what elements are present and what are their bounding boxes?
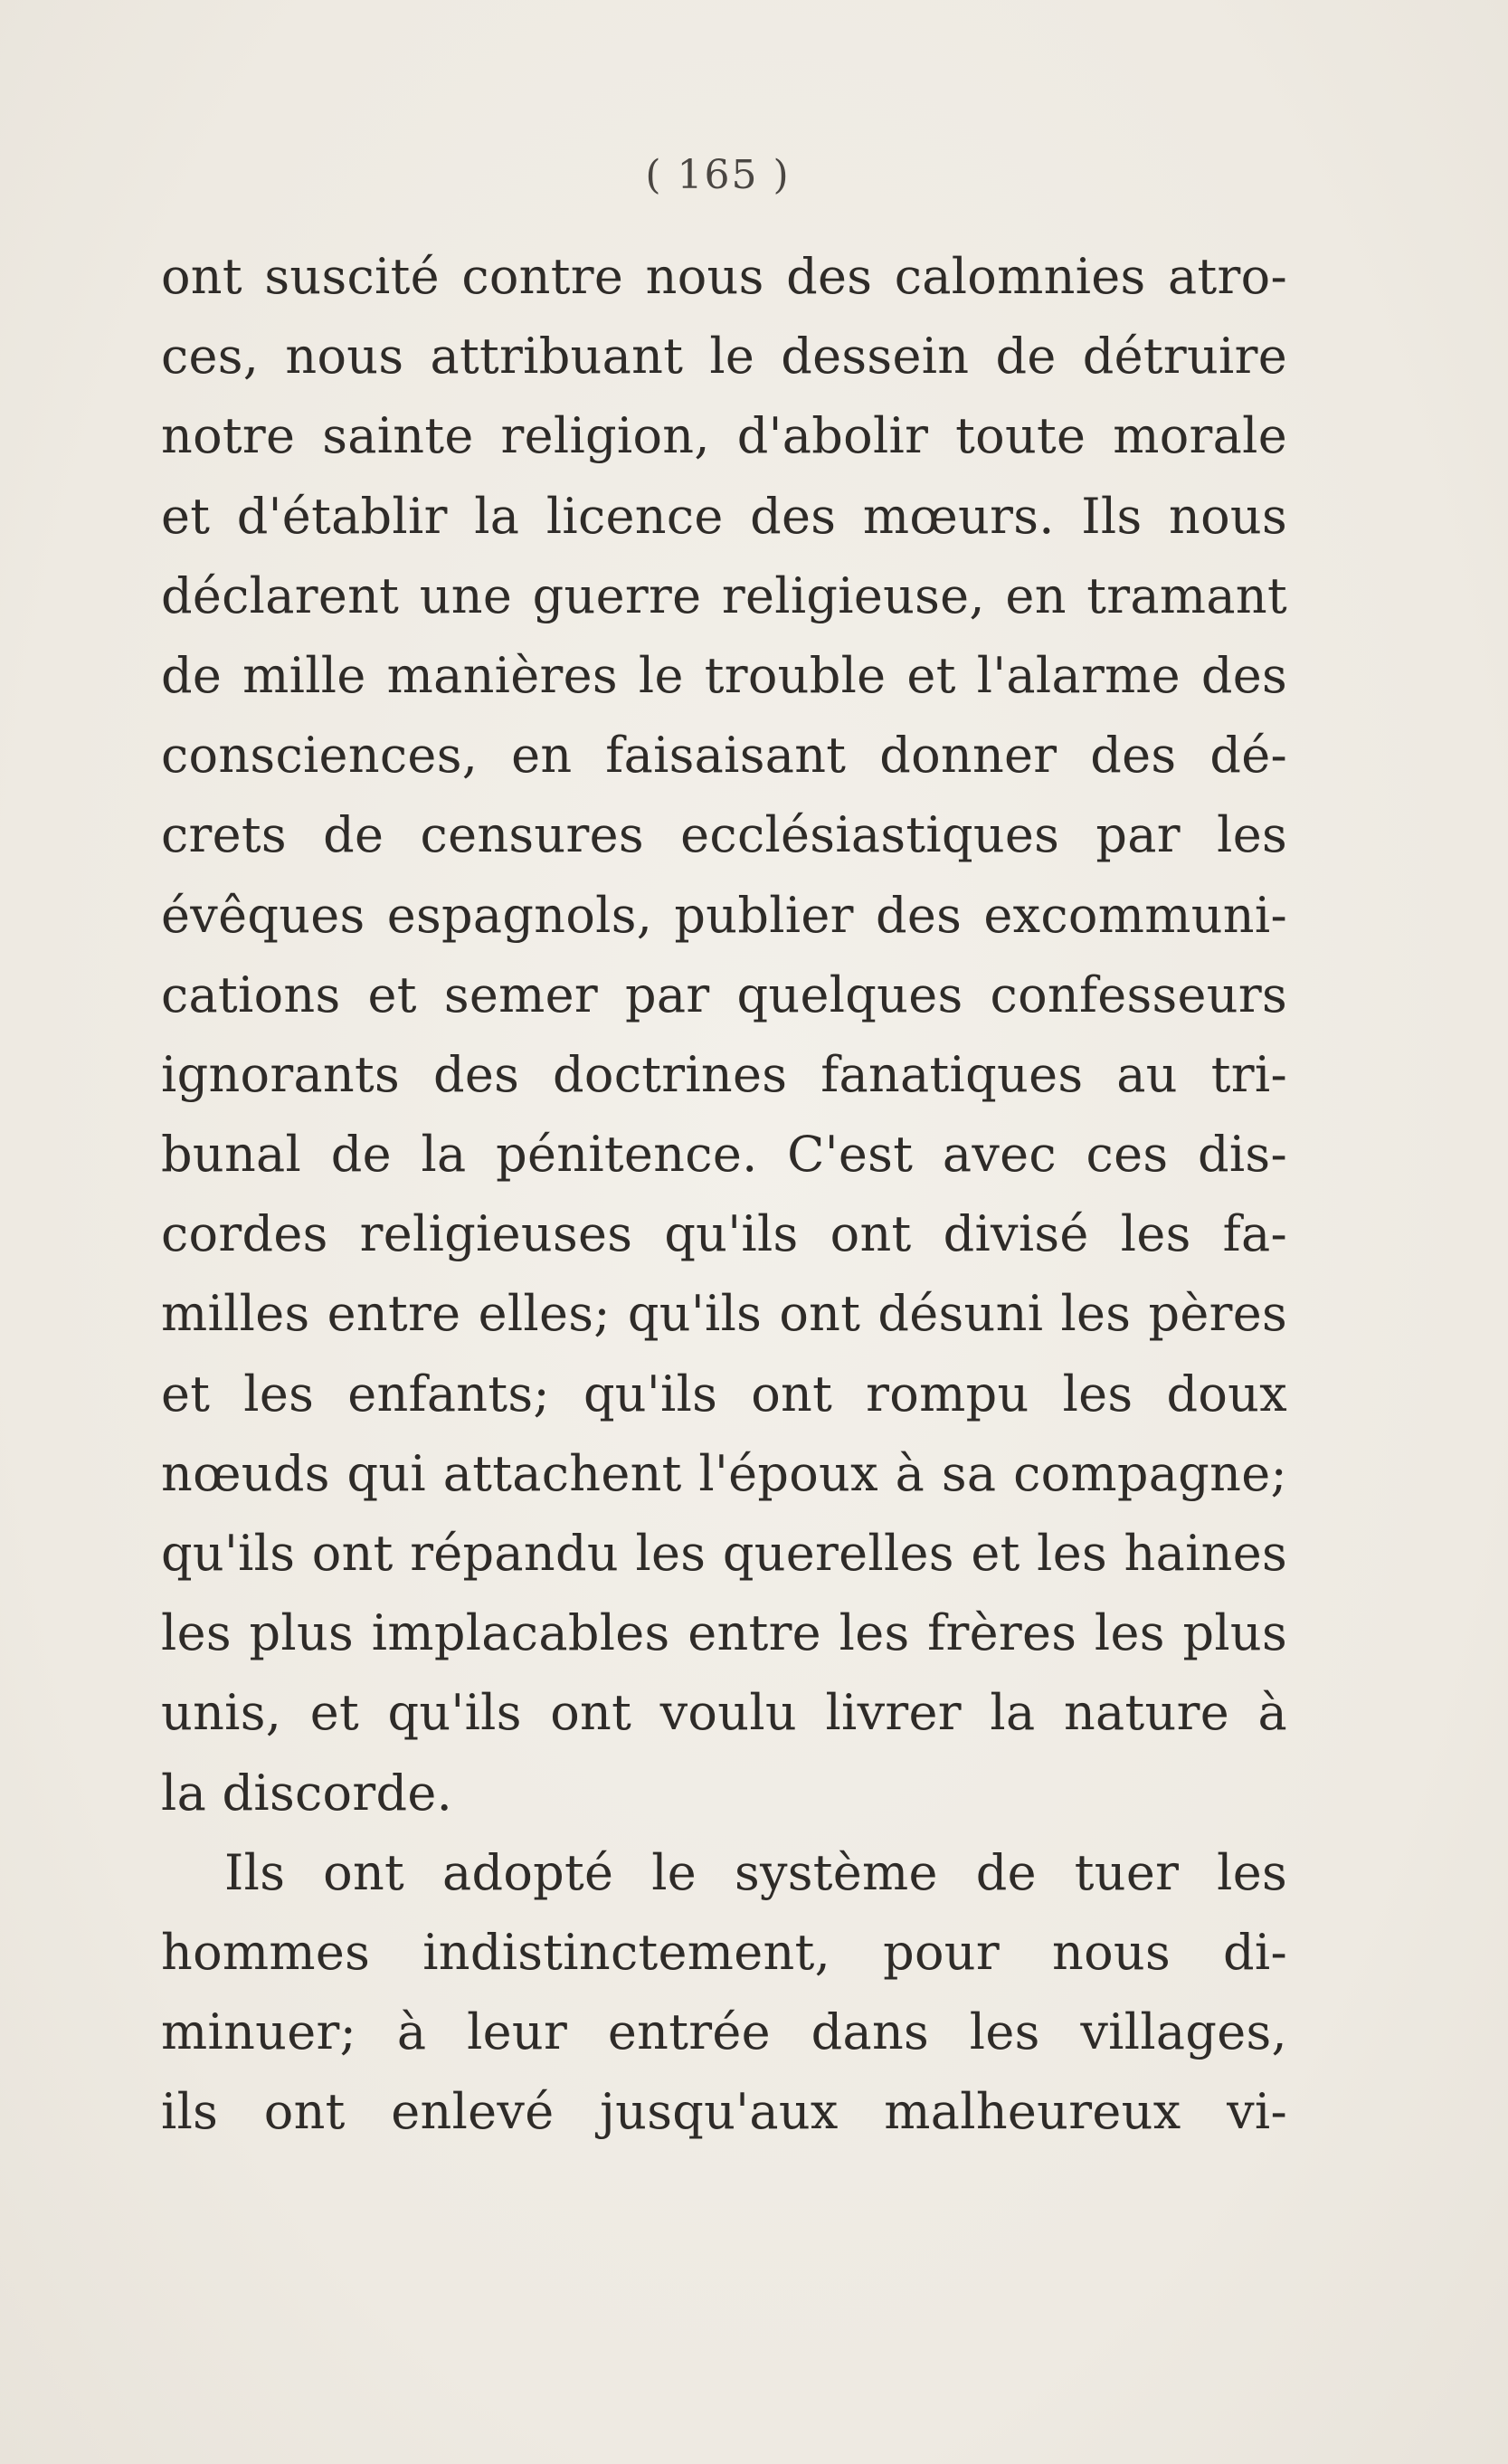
text-line: ignorants des doctrines fanatiques au tri- (161, 1045, 1287, 1103)
page-number: ( 165 ) (645, 152, 791, 198)
text-line: hommes indistinctement, pour nous di- (161, 1923, 1287, 1981)
text-line: la discorde. (161, 1764, 453, 1822)
text-line: crets de censures ecclésiastiques par les (161, 806, 1287, 864)
text-line: et d'établir la licence des mœurs. Ils nous (161, 487, 1287, 545)
paragraph-2 (161, 1833, 1287, 2153)
text-line: déclarent une guerre religieuse, en tramant (161, 566, 1287, 624)
text-line: évêques espagnols, publier des excommuni- (161, 886, 1287, 944)
text-line: ont suscité contre nous des calomnies atro- (161, 248, 1287, 305)
text-line: nœuds qui attachent l'époux à sa compagne; (161, 1444, 1287, 1502)
text-line: de mille manières le trouble et l'alarme des (161, 646, 1287, 704)
text-line: ces, nous attribuant le dessein de détruire (161, 328, 1287, 385)
text-line: et les enfants; qu'ils ont rompu les doux (161, 1365, 1287, 1422)
text-line: cations et semer par quelques confesseurs (161, 966, 1287, 1023)
text-line: bunal de la pénitence. C'est avec ces dis- (161, 1126, 1287, 1184)
text-line: ils ont enlevé jusqu'aux malheureux vi- (161, 2083, 1287, 2141)
text-line: minuer; à leur entrée dans les villages, (161, 2003, 1287, 2061)
text-line: Ils ont adopté le système de tuer les (224, 1843, 1287, 1901)
text-line: unis, et qu'ils ont voulu livrer la nature à (161, 1684, 1287, 1742)
text-line: les plus implacables entre les frères les plus (161, 1604, 1287, 1662)
text-line: cordes religieuses qu'ils ont divisé les fa- (161, 1205, 1287, 1263)
paragraph-1 (161, 237, 1287, 1833)
text-line: milles entre elles; qu'ils ont désuni les pères (161, 1285, 1287, 1343)
text-line: notre sainte religion, d'abolir toute morale (161, 407, 1287, 465)
text-line: consciences, en faisaisant donner des dé- (161, 727, 1287, 785)
body-text (161, 237, 1287, 2153)
text-line: qu'ils ont répandu les querelles et les haines (161, 1525, 1287, 1582)
